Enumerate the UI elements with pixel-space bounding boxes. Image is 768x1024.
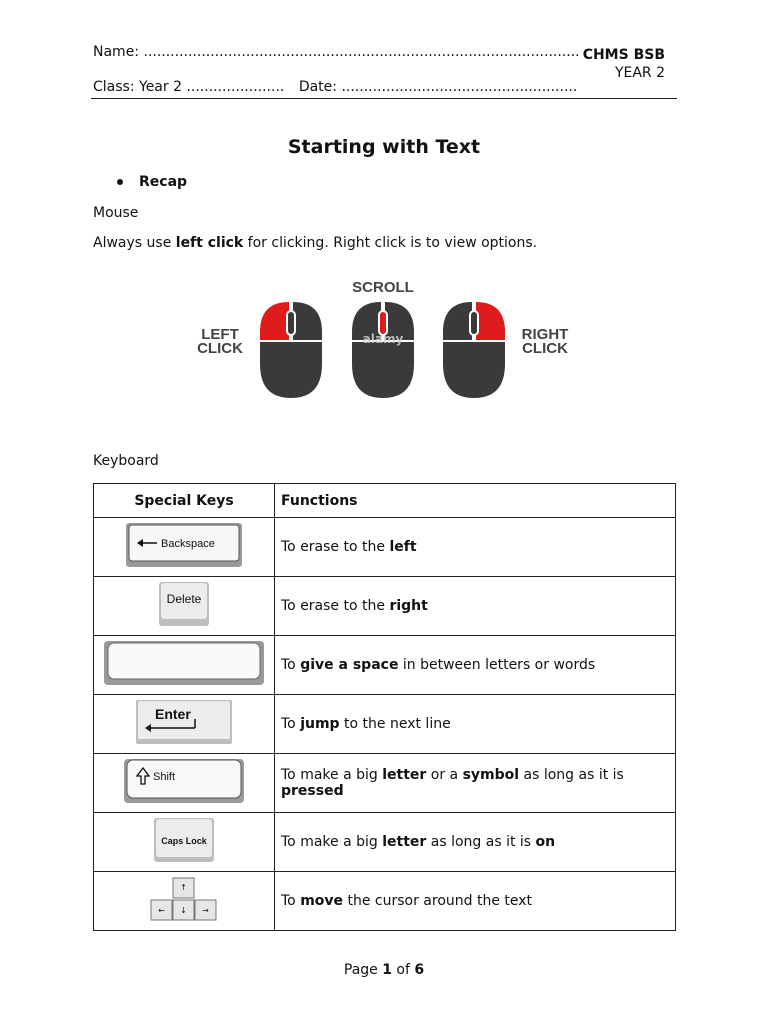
header-divider [91, 98, 677, 99]
right-click-mouse-icon [443, 302, 505, 398]
table-row [94, 872, 676, 931]
table-row [94, 636, 676, 695]
year-label: YEAR 2 [614, 65, 665, 81]
function-text: To erase to the left [275, 518, 676, 577]
key-cell [94, 518, 275, 577]
recap-label: Recap [139, 174, 188, 190]
function-text: To make a big letter or a symbol as long as it is pressed [275, 754, 676, 813]
recap-bullet [117, 174, 187, 190]
arrow-down-icon: ↓ [180, 906, 187, 915]
key-cell [94, 577, 275, 636]
keyboard-heading: Keyboard [93, 453, 159, 469]
arrow-up-icon: ↑ [180, 883, 187, 892]
caps-lock-key-icon [153, 817, 215, 863]
scroll-label: SCROLL [352, 279, 414, 296]
sentence-post: for clicking. Right click is to view options. [243, 235, 538, 251]
key-cell [94, 695, 275, 754]
arrow-left-icon: ← [158, 906, 165, 915]
shift-text: Shift [153, 771, 176, 783]
name-field: Name: .................................................................................................. [93, 44, 580, 60]
table-row [94, 754, 676, 813]
shift-key-icon [123, 758, 245, 804]
delete-key-icon [158, 581, 210, 627]
sentence-bold: left click [175, 235, 244, 251]
special-keys-table [93, 483, 676, 931]
class-field: Class: Year 2 ...................... [93, 79, 285, 95]
caps-lock-text: Caps Lock [161, 836, 207, 846]
right-label-2: CLICK [522, 340, 568, 357]
date-field: Date: ..................................................... [298, 79, 578, 95]
scroll-mouse-icon [352, 302, 414, 398]
function-text: To give a space in between letters or words [275, 636, 676, 695]
function-text: To move the cursor around the text [275, 872, 676, 931]
sentence-pre: Always use [93, 235, 176, 251]
mouse-clicks-figure [180, 272, 590, 408]
key-cell [94, 754, 275, 813]
alamy-watermark: alamy [362, 332, 404, 346]
col-functions: Functions [275, 484, 676, 518]
enter-key-icon [135, 699, 233, 745]
arrow-right-icon: → [202, 906, 209, 915]
function-text: To make a big letter as long as it is on [275, 813, 676, 872]
key-cell [94, 813, 275, 872]
backspace-key-icon [125, 522, 243, 568]
mouse-sentence [93, 235, 537, 251]
mouse-heading: Mouse [93, 205, 139, 221]
function-text: To jump to the next line [275, 695, 676, 754]
bullet-dot-icon [117, 179, 123, 185]
table-row [94, 577, 676, 636]
table-row [94, 695, 676, 754]
arrow-keys-icon [149, 876, 219, 922]
enter-text: Enter [155, 706, 191, 722]
key-cell [94, 872, 275, 931]
class-date-line [93, 79, 577, 95]
backspace-text: Backspace [161, 538, 215, 550]
table-row [94, 518, 676, 577]
col-special-keys: Special Keys [94, 484, 275, 518]
space-bar-key-icon [103, 640, 265, 686]
school-name: CHMS BSB [582, 47, 665, 63]
function-text: To erase to the right [275, 577, 676, 636]
table-header-row [94, 484, 676, 518]
right-label-1: RIGHT [521, 326, 569, 343]
page-number: Page 1 of 6 [343, 962, 425, 978]
table-row [94, 813, 676, 872]
delete-text: Delete [166, 592, 202, 606]
page-title: Starting with Text [287, 136, 481, 158]
left-label-2: CLICK [197, 340, 243, 357]
left-label-1: LEFT [201, 326, 239, 343]
key-cell [94, 636, 275, 695]
left-click-mouse-icon [260, 302, 322, 398]
